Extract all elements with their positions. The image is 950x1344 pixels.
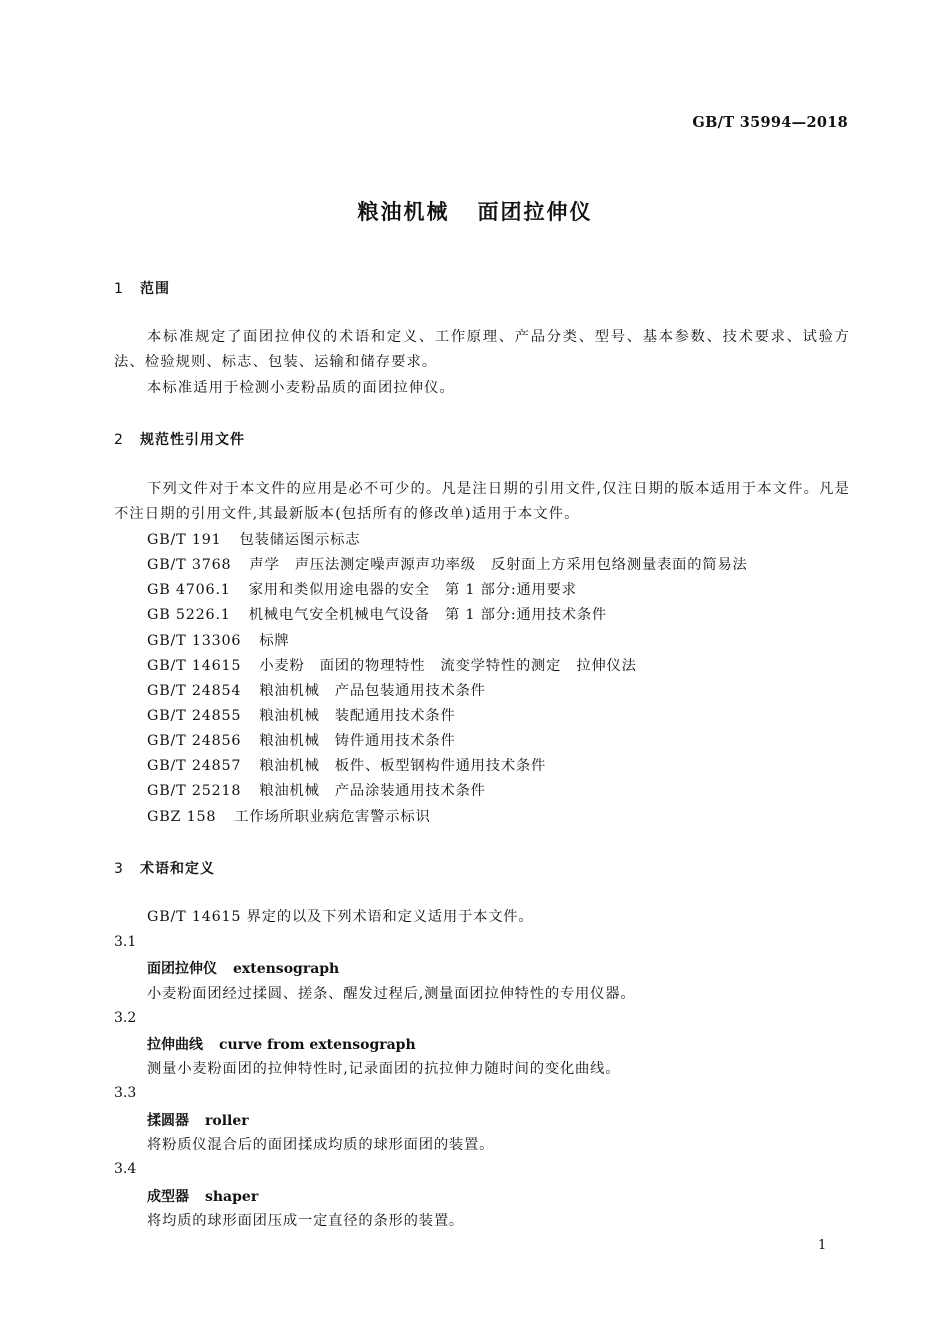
term-number: 3.2 [114, 1010, 137, 1026]
section-2-title: 规范性引用文件 [140, 432, 245, 448]
section-1-paragraph-2: 本标准适用于检测小麦粉品质的面团拉伸仪。 [147, 380, 455, 396]
reference-item: GB/T 3768 声学 声压法测定噪声源声功率级 反射面上方采用包络测量表面的简易法 [147, 557, 748, 573]
reference-item: GB/T 13306 标牌 [147, 633, 290, 649]
term-definition: 小麦粉面团经过揉圆、搓条、醒发过程后,测量面团拉伸特性的专用仪器。 [147, 986, 636, 1002]
term-number: 3.1 [114, 934, 137, 950]
section-3-title: 术语和定义 [140, 861, 215, 877]
reference-item: GB/T 14615 小麦粉 面团的物理特性 流变学特性的测定 拉伸仪法 [147, 658, 637, 674]
reference-item: GB/T 24855 粮油机械 装配通用技术条件 [147, 708, 456, 724]
reference-item: GB/T 191 包装储运图示标志 [147, 532, 361, 548]
page-number: 1 [818, 1238, 827, 1253]
section-2-intro: 下列文件对于本文件的应用是必不可少的。凡是注日期的引用文件,仅注日期的版本适用于本文件。凡是不注日期的引用文件,其最新版本(包括所有的修改单)适用于本文件。 [114, 481, 850, 522]
term-number: 3.4 [114, 1161, 137, 1177]
reference-item: GB/T 24854 粮油机械 产品包装通用技术条件 [147, 683, 486, 699]
document-title [0, 196, 950, 226]
section-3-heading: 3 术语和定义 [114, 861, 215, 877]
reference-item: GB 4706.1 家用和类似用途电器的安全 第 1 部分:通用要求 [147, 582, 577, 598]
term-heading: 揉圆器 roller [147, 1113, 249, 1129]
section-1-heading: 1 范围 [114, 281, 170, 297]
term-definition: 将粉质仪混合后的面团揉成均质的球形面团的装置。 [147, 1137, 495, 1153]
section-3-intro: GB/T 14615 界定的以及下列术语和定义适用于本文件。 [147, 909, 534, 925]
term-heading: 成型器 shaper [147, 1189, 259, 1205]
title-part-1: 粮油机械 [357, 200, 450, 224]
term-heading: 面团拉伸仪 extensograph [147, 961, 340, 977]
term-definition: 测量小麦粉面团的拉伸特性时,记录面团的抗拉伸力随时间的变化曲线。 [147, 1061, 621, 1077]
section-1-title: 范围 [140, 281, 170, 297]
section-2-heading: 2 规范性引用文件 [114, 432, 245, 448]
reference-item: GB 5226.1 机械电气安全机械电气设备 第 1 部分:通用技术条件 [147, 607, 608, 623]
term-definition: 将均质的球形面团压成一定直径的条形的装置。 [147, 1213, 465, 1229]
reference-item: GB/T 24856 粮油机械 铸件通用技术条件 [147, 733, 456, 749]
reference-item: GB/T 25218 粮油机械 产品涂装通用技术条件 [147, 783, 486, 799]
term-number: 3.3 [114, 1085, 137, 1101]
standard-code: GB/T 35994—2018 [692, 114, 848, 131]
reference-item: GB/T 24857 粮油机械 板件、板型钢构件通用技术条件 [147, 758, 547, 774]
title-part-2: 面团拉伸仪 [477, 200, 593, 224]
reference-item: GBZ 158 工作场所职业病危害警示标识 [147, 809, 431, 825]
term-heading: 拉伸曲线 curve from extensograph [147, 1037, 416, 1053]
section-1-paragraph-1: 本标准规定了面团拉伸仪的术语和定义、工作原理、产品分类、型号、基本参数、技术要求、试验方法、检验规则、标志、包装、运输和储存要求。 [114, 329, 850, 370]
